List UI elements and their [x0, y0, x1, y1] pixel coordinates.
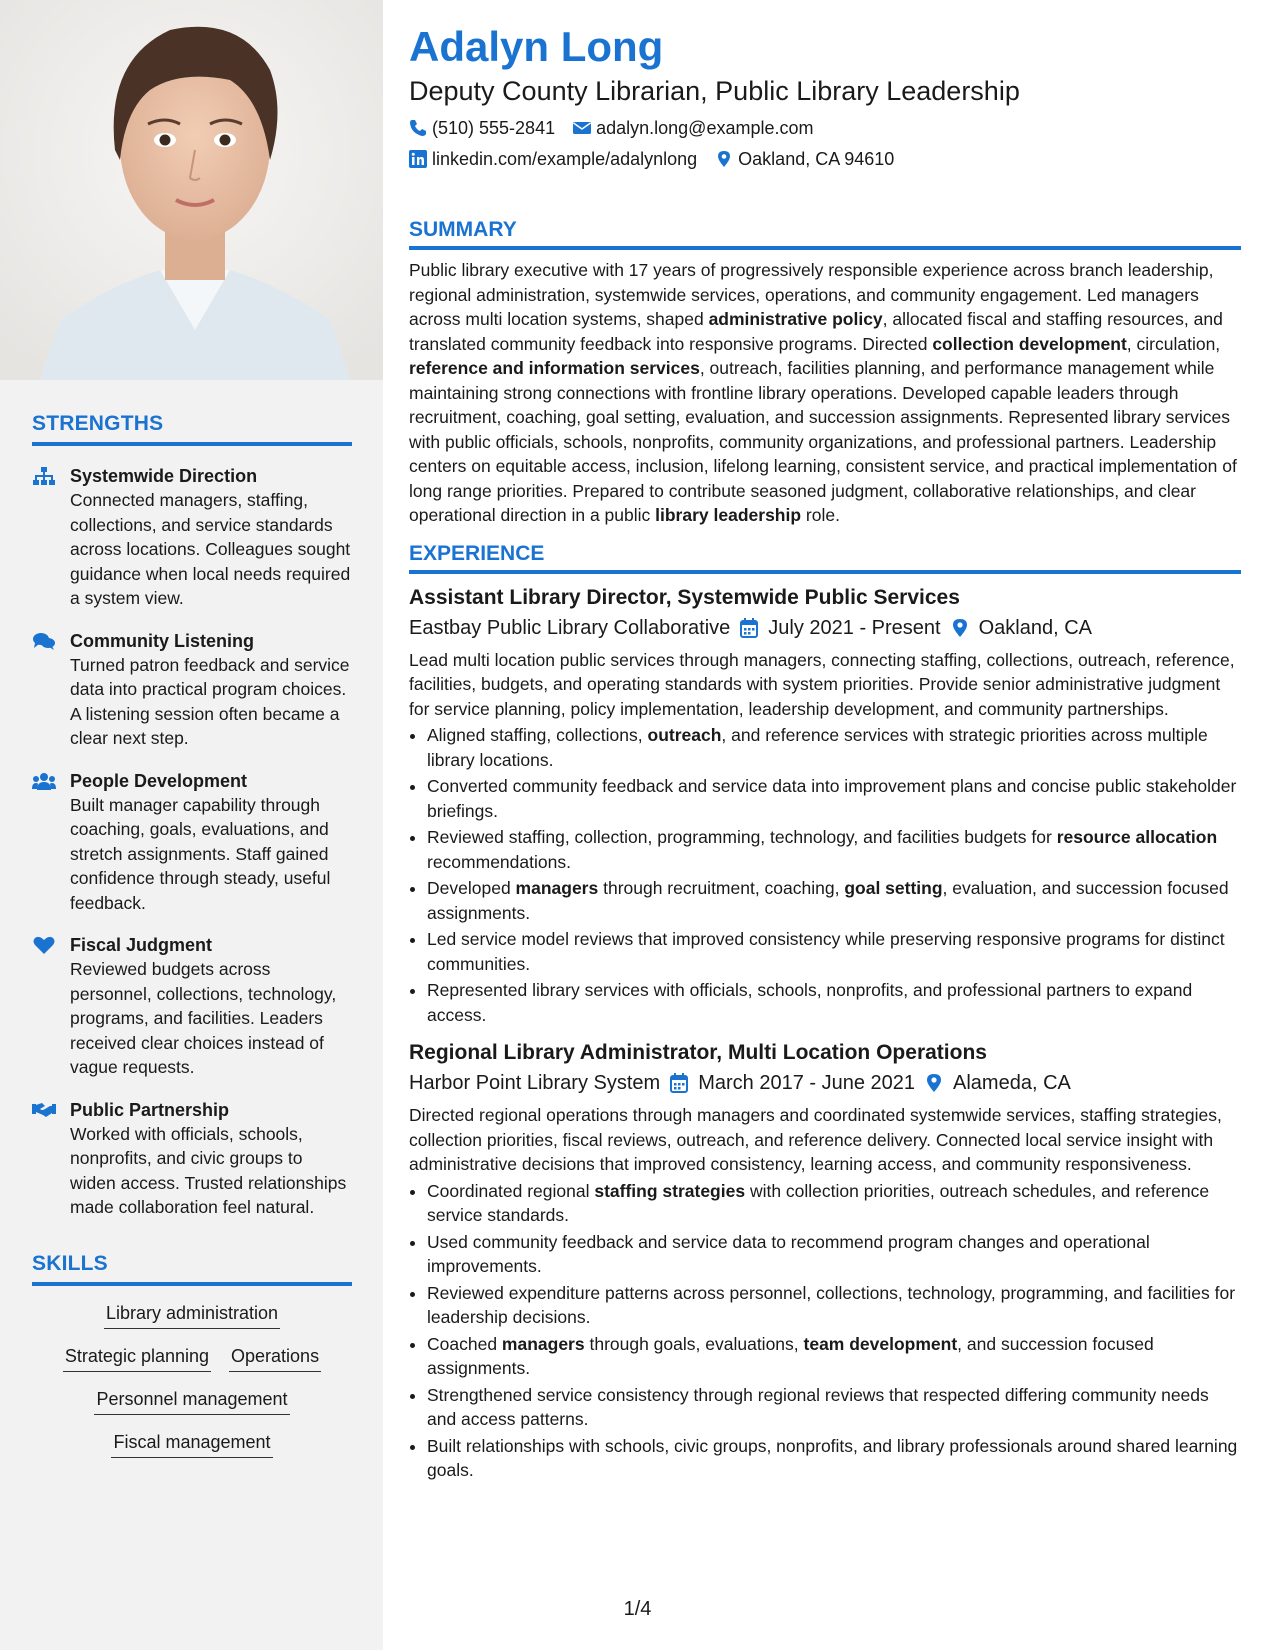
- job-org: Eastbay Public Library Collaborative: [409, 616, 731, 639]
- strength-title: People Development: [70, 770, 248, 791]
- job-bullets: [409, 1179, 1241, 1483]
- phone-text: (510) 555-2841: [432, 118, 556, 138]
- strength-title: Systemwide Direction: [70, 466, 258, 486]
- job-meta: [409, 1069, 1241, 1097]
- strength-item: [32, 629, 352, 751]
- strengths-heading: STRENGTHS: [32, 412, 352, 446]
- summary-text: Public library executive with 17 years of progressively responsible experience across branch leadership, regional administration, systemwide services, operations, and community engagement. Led managers across multi location systems, shaped administrative policy, allocated fiscal and staffing resources, and translated community feedback into responsive programs. Directed collection development, circulation, reference and information services, outreach, facilities planning, and performance management while maintaining strong connections with frontline library operations. Developed capable leaders through recruitment, coaching, goal setting, evaluation, and succession assignments. Represented library services with public officials, schools, nonprofits, community organizations, and professional partners. Leadership centers on equitable access, inclusion, lifelong learning, consistent service, and practical implementation of long range priorities. Prepared to contribute seasoned judgment, collaborative relationships, and clear operational direction in a public library leadership role.: [409, 260, 1237, 525]
- strength-desc: Connected managers, staffing, collections, and service standards across locations. Colleagues sought guidance when local needs required a system view.: [70, 490, 351, 608]
- handshake-icon: [32, 1100, 56, 1120]
- strength-desc: Worked with officials, schools, nonprofits, and civic groups to widen access. Trusted relationships made collaboration feel natural.: [70, 1123, 347, 1217]
- skill-tag: Fiscal management: [111, 1428, 272, 1458]
- profile-photo: [0, 0, 383, 380]
- page-number: 1/4: [623, 1598, 652, 1620]
- list-item: • Coached managers through goals, evaluations, team development, and succession focused assignments.: [427, 1332, 1241, 1381]
- list-item: • Reviewed expenditure patterns across personnel, collections, technology, programming, and facilities for leadership decisions.: [427, 1281, 1241, 1330]
- candidate-name: Adalyn Long: [409, 23, 664, 70]
- job-dates: March 2017 - June 2021: [698, 1072, 916, 1094]
- list-item: • Reviewed staffing, collection, programming, technology, and facilities budgets for resource allocation recommendations.: [427, 825, 1241, 874]
- list-item: • Led service model reviews that improved consistency while preserving responsive programs for distinct communities.: [427, 927, 1241, 976]
- strength-item: [32, 1098, 352, 1220]
- strength-title: Fiscal Judgment: [70, 935, 213, 955]
- job-org: Harbor Point Library System: [409, 1072, 661, 1094]
- job-entry: [409, 1039, 1241, 1483]
- skill-row: [32, 1428, 352, 1458]
- list-item: • Developed managers through recruitment, coaching, goal setting, evaluation, and succession focused assignments.: [427, 876, 1241, 925]
- skill-row: [32, 1342, 352, 1372]
- users-icon: [32, 771, 56, 791]
- envelope-icon: [573, 119, 591, 137]
- job-description: Directed regional operations through managers and coordinated systemwide services, staffing strategies, collection priorities, fiscal reviews, outreach, and reference delivery. Connected local service insight with administrative decisions that improved consistency, learning access, and community responsiveness.: [409, 1105, 1222, 1174]
- job-entry: [409, 584, 1241, 1028]
- email-contact[interactable]: [573, 117, 813, 139]
- job-bullets: [409, 723, 1241, 1027]
- strength-item: [32, 464, 352, 611]
- contact-row: [409, 117, 1241, 139]
- candidate-role: Deputy County Librarian, Public Library Leadership: [409, 76, 1020, 106]
- list-item: • Strengthened service consistency through regional reviews that respected differing community needs and access patterns.: [427, 1383, 1241, 1432]
- skill-tag: Operations: [229, 1342, 321, 1372]
- sidebar: [0, 0, 383, 1650]
- skill-tag: Strategic planning: [63, 1342, 211, 1372]
- skill-tag: Personnel management: [94, 1385, 289, 1415]
- calendar-icon: [740, 618, 758, 638]
- location-contact: [715, 148, 894, 170]
- summary-heading: SUMMARY: [409, 218, 1241, 250]
- comments-icon: [32, 631, 56, 651]
- linkedin-text: linkedin.com/example/adalynlong: [432, 149, 698, 169]
- location-text: Oakland, CA 94610: [738, 149, 895, 169]
- job-location: Alameda, CA: [953, 1072, 1071, 1094]
- calendar-icon: [670, 1073, 688, 1093]
- job-meta: [409, 614, 1241, 642]
- list-item: • Converted community feedback and service data into improvement plans and concise public stakeholder briefings.: [427, 774, 1241, 823]
- heart-icon: [32, 935, 56, 955]
- sitemap-icon: [32, 466, 56, 486]
- list-item: • Aligned staffing, collections, outreach, and reference services with strategic priorities across multiple library locations.: [427, 723, 1241, 772]
- portrait-image: [0, 0, 383, 380]
- map-pin-icon: [951, 618, 969, 638]
- strength-item: [32, 769, 352, 916]
- strength-desc: Turned patron feedback and service data into practical program choices. A listening session often became a clear next step.: [70, 654, 350, 748]
- strength-title: Community Listening: [70, 630, 254, 651]
- email-text: adalyn.long@example.com: [596, 118, 814, 138]
- skill-row: [32, 1385, 352, 1415]
- skills-heading: SKILLS: [32, 1252, 352, 1286]
- job-title: Assistant Library Director, Systemwide Public Services: [409, 585, 960, 609]
- list-item: • Coordinated regional staffing strategies with collection priorities, outreach schedules, and reference service standards.: [427, 1179, 1241, 1228]
- job-title: Regional Library Administrator, Multi Location Operations: [409, 1041, 987, 1064]
- strength-desc: Reviewed budgets across personnel, collections, technology, programs, and facilities. Leaders received clear choices instead of vague requests.: [70, 959, 337, 1077]
- strength-title: Public Partnership: [70, 1099, 230, 1120]
- linkedin-icon: [409, 150, 427, 168]
- contact-row: [409, 148, 1241, 170]
- experience-heading: EXPERIENCE: [409, 542, 1241, 574]
- linkedin-contact[interactable]: [409, 148, 697, 170]
- job-location: Oakland, CA: [978, 616, 1092, 639]
- strength-desc: Built manager capability through coaching, goals, evaluations, and stretch assignments. Staff gained confidence through steady, useful feedback.: [70, 794, 331, 913]
- skill-tag: Library administration: [104, 1299, 280, 1329]
- phone-icon: [409, 119, 427, 137]
- map-pin-icon: [925, 1073, 943, 1093]
- list-item: • Represented library services with officials, schools, nonprofits, and professional partners to expand access.: [427, 978, 1241, 1027]
- list-item: • Used community feedback and service data to recommend program changes and operational improvements.: [427, 1230, 1241, 1279]
- job-dates: July 2021 - Present: [768, 616, 941, 639]
- strength-item: [32, 933, 352, 1080]
- map-pin-icon: [715, 150, 733, 168]
- skills-section: [32, 1252, 352, 1458]
- list-item: • Built relationships with schools, civic groups, nonprofits, and library professionals around shared learning goals.: [427, 1434, 1241, 1483]
- job-description: Lead multi location public services through managers, connecting staffing, collections, outreach, reference, facilities, budgets, and operating standards with system priorities. Provide senior administrative judgment for service planning, policy implementation, leadership development, and community partnerships.: [409, 649, 1235, 719]
- phone-contact[interactable]: [409, 117, 555, 139]
- main-content: [409, 22, 1241, 1483]
- skill-row: [32, 1299, 352, 1329]
